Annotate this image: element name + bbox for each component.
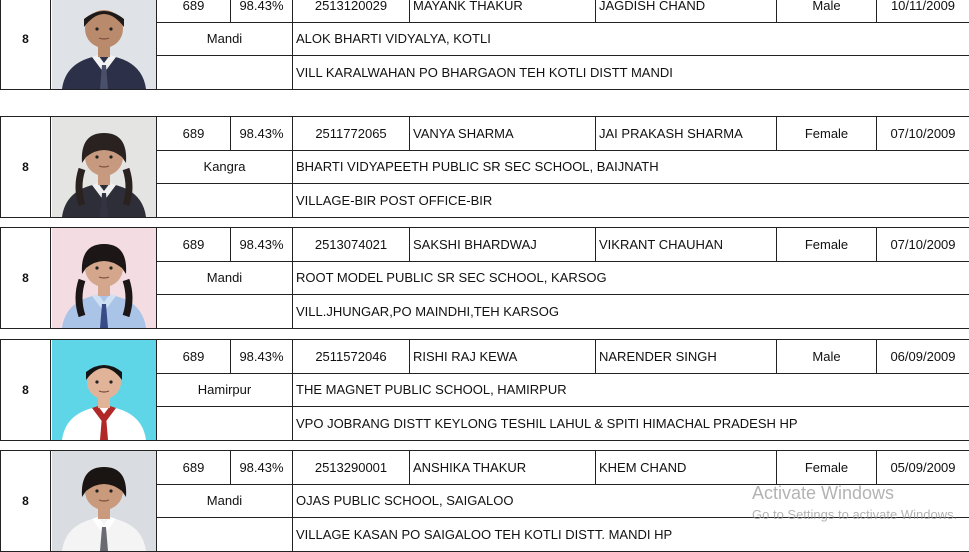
marks-cell: 689: [157, 228, 231, 262]
dob-cell: 07/10/2009: [877, 228, 969, 262]
student-name-cell: VANYA SHARMA: [410, 117, 596, 151]
address-cell: VPO JOBRANG DISTT KEYLONG TESHIL LAHUL & SPITI HIMACHAL PRADESH HP: [293, 407, 969, 441]
address-cell: VILLAGE-BIR POST OFFICE-BIR: [293, 184, 969, 218]
school-cell: THE MAGNET PUBLIC SCHOOL, HAMIRPUR: [293, 373, 969, 407]
student-name-cell: SAKSHI BHARDWAJ: [410, 228, 596, 262]
student-photo: [51, 451, 157, 552]
marks-cell: 689: [157, 451, 231, 485]
student-record: [0, 450, 969, 552]
rank-cell: 8: [1, 117, 51, 218]
father-name-cell: JAI PRAKASH SHARMA: [596, 117, 777, 151]
dob-cell: 10/11/2009: [877, 0, 969, 22]
percent-cell: 98.43%: [231, 117, 293, 151]
district-cell: Mandi: [157, 484, 293, 518]
empty-cell: [157, 407, 293, 441]
dob-cell: 06/09/2009: [877, 340, 969, 374]
district-cell: Kangra: [157, 150, 293, 184]
gender-cell: Female: [777, 117, 877, 151]
percent-cell: 98.43%: [231, 451, 293, 485]
student-photo: [51, 340, 157, 441]
gender-cell: Female: [777, 228, 877, 262]
address-cell: VILL KARALWAHAN PO BHARGAON TEH KOTLI DISTT MANDI: [293, 56, 969, 90]
student-photo: [51, 228, 157, 329]
record-row-main: [1, 0, 969, 22]
student-name-cell: ANSHIKA THAKUR: [410, 451, 596, 485]
gender-cell: Male: [777, 340, 877, 374]
father-name-cell: KHEM CHAND: [596, 451, 777, 485]
empty-cell: [157, 518, 293, 552]
percent-cell: 98.43%: [231, 0, 293, 22]
empty-cell: [157, 295, 293, 329]
district-cell: Hamirpur: [157, 373, 293, 407]
marks-cell: 689: [157, 0, 231, 22]
father-name-cell: NARENDER SINGH: [596, 340, 777, 374]
roll-number-cell: 2511572046: [293, 340, 410, 374]
empty-cell: [157, 56, 293, 90]
record-row-main: [1, 117, 969, 151]
record-row-main: [1, 340, 969, 374]
rank-cell: 8: [1, 451, 51, 552]
rank-cell: 8: [1, 340, 51, 441]
student-record: [0, 116, 969, 218]
dob-cell: 05/09/2009: [877, 451, 969, 485]
student-record: [0, 227, 969, 329]
gender-cell: Female: [777, 451, 877, 485]
father-name-cell: JAGDISH CHAND: [596, 0, 777, 22]
address-cell: VILL.JHUNGAR,PO MAINDHI,TEH KARSOG: [293, 295, 969, 329]
district-cell: Mandi: [157, 261, 293, 295]
record-row-main: [1, 451, 969, 485]
roll-number-cell: 2511772065: [293, 117, 410, 151]
address-cell: VILLAGE KASAN PO SAIGALOO TEH KOTLI DISTT. MANDI HP: [293, 518, 969, 552]
school-cell: ROOT MODEL PUBLIC SR SEC SCHOOL, KARSOG: [293, 261, 969, 295]
marks-cell: 689: [157, 340, 231, 374]
record-row-main: [1, 228, 969, 262]
student-record: [0, 0, 969, 90]
father-name-cell: VIKRANT CHAUHAN: [596, 228, 777, 262]
percent-cell: 98.43%: [231, 340, 293, 374]
student-name-cell: MAYANK THAKUR: [410, 0, 596, 22]
school-cell: BHARTI VIDYAPEETH PUBLIC SR SEC SCHOOL, BAIJNATH: [293, 150, 969, 184]
dob-cell: 07/10/2009: [877, 117, 969, 151]
district-cell: Mandi: [157, 22, 293, 56]
rank-cell: 8: [1, 0, 51, 90]
empty-cell: [157, 184, 293, 218]
roll-number-cell: 2513290001: [293, 451, 410, 485]
student-photo: [51, 117, 157, 218]
gender-cell: Male: [777, 0, 877, 22]
watermark-title: Activate Windows: [752, 483, 957, 504]
school-cell: OJAS PUBLIC SCHOOL, SAIGALOO: [293, 484, 969, 518]
percent-cell: 98.43%: [231, 228, 293, 262]
roll-number-cell: 2513120029: [293, 0, 410, 22]
student-photo: [51, 0, 157, 90]
school-cell: ALOK BHARTI VIDYALYA, KOTLI: [293, 22, 969, 56]
rank-cell: 8: [1, 228, 51, 329]
marks-cell: 689: [157, 117, 231, 151]
watermark-subtitle: Go to Settings to activate Windows.: [752, 507, 957, 522]
roll-number-cell: 2513074021: [293, 228, 410, 262]
student-record: [0, 339, 969, 441]
student-name-cell: RISHI RAJ KEWA: [410, 340, 596, 374]
